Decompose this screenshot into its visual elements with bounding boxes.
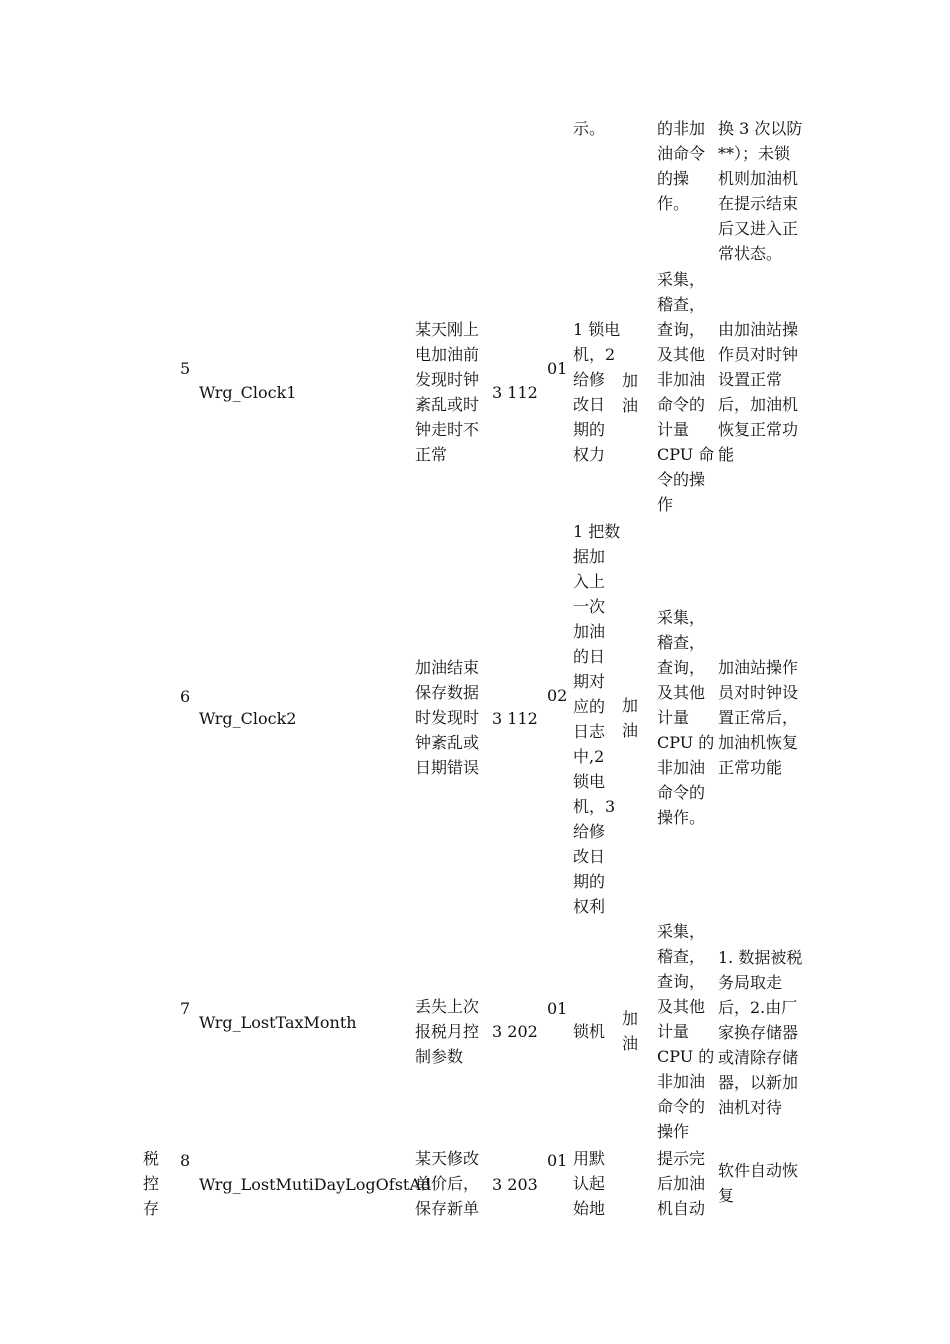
row-7-description: 丢失上次 报税月控 制参数 <box>415 997 480 1066</box>
row-5-lock-action: 1 锁电 机，2 给修 改日 期的 权力 <box>573 320 621 464</box>
prev-row-lock-action: 示。 <box>573 119 606 138</box>
row-5-number: 5 <box>180 359 191 378</box>
row-6-length: 3 112 <box>492 709 538 728</box>
row-5-forbidden-ops: 采集， 稽查， 查询， 及其他 非加油 命令的 计量 CPU 命 令的操 作 <box>657 270 715 514</box>
row-6-number: 6 <box>180 687 191 706</box>
prev-row-forbidden-ops: 的非加 油命令 的操 作。 <box>657 119 706 213</box>
row-5-subcode: 01 <box>547 359 568 378</box>
row-7-number: 7 <box>180 999 191 1018</box>
row-7-operation: 加 油 <box>622 1009 639 1053</box>
row-7-code: Wrg_LostTaxMonth <box>199 1013 357 1032</box>
row-5-recovery: 由加油站操 作员对时钟 设置正常 后，加油机 恢复正常功 能 <box>718 320 799 464</box>
row-7-forbidden-ops: 采集， 稽查， 查询， 及其他 计量 CPU 的 非加油 命令的 操作 <box>657 922 715 1141</box>
row-6-code: Wrg_Clock2 <box>199 709 297 728</box>
row-5-description: 某天刚上 电加油前 发现时钟 紊乱或时 钟走时不 正常 <box>415 320 480 464</box>
row-6-subcode: 02 <box>547 686 568 705</box>
row-7-lock-action: 锁机 <box>573 1022 606 1041</box>
row-7-subcode: 01 <box>547 999 568 1018</box>
row-8-description: 某天修改 单价后， 保存新单 <box>415 1149 480 1218</box>
row-5-operation: 加 油 <box>622 371 639 415</box>
row-6-lock-action: 1 把数 据加 入上 一次 加油 的日 期对 应的 日志 中,2 锁电 机，3 给修 改日 期的 权利 <box>573 522 621 916</box>
row-8-length: 3 203 <box>492 1175 538 1194</box>
row-5-length: 3 112 <box>492 383 538 402</box>
row-7-recovery: 1. 数据被税 务局取走 后，2.由厂 家换存储器 或清除存储 器，以新加 油机对待 <box>718 948 803 1117</box>
row-8-code: Wrg_LostMutiDayLogOfstAd <box>199 1175 432 1194</box>
row-8-recovery: 软件自动恢 复 <box>718 1161 799 1205</box>
row-8-subcode: 01 <box>547 1151 568 1170</box>
row-6-recovery: 加油站操作 员对时钟设 置正常后， 加油机恢复 正常功能 <box>718 658 799 777</box>
row-8-category: 税 控 存 <box>143 1149 160 1218</box>
row-6-operation: 加 油 <box>622 696 639 740</box>
prev-row-recovery: 换 3 次以防 **）；未锁 机则加油机 在提示结束 后又进入正 常状态。 <box>718 119 803 263</box>
row-8-forbidden-ops: 提示完 后加油 机自动 <box>657 1149 706 1218</box>
row-6-description: 加油结束 保存数据 时发现时 钟紊乱或 日期错误 <box>415 658 480 777</box>
row-6-forbidden-ops: 采集， 稽查， 查询， 及其他 计量 CPU 的 非加油 命令的 操作。 <box>657 608 715 827</box>
row-5-code: Wrg_Clock1 <box>199 383 297 402</box>
row-8-lock-action: 用默 认起 始地 <box>573 1149 606 1218</box>
row-7-length: 3 202 <box>492 1022 538 1041</box>
row-8-number: 8 <box>180 1151 191 1170</box>
